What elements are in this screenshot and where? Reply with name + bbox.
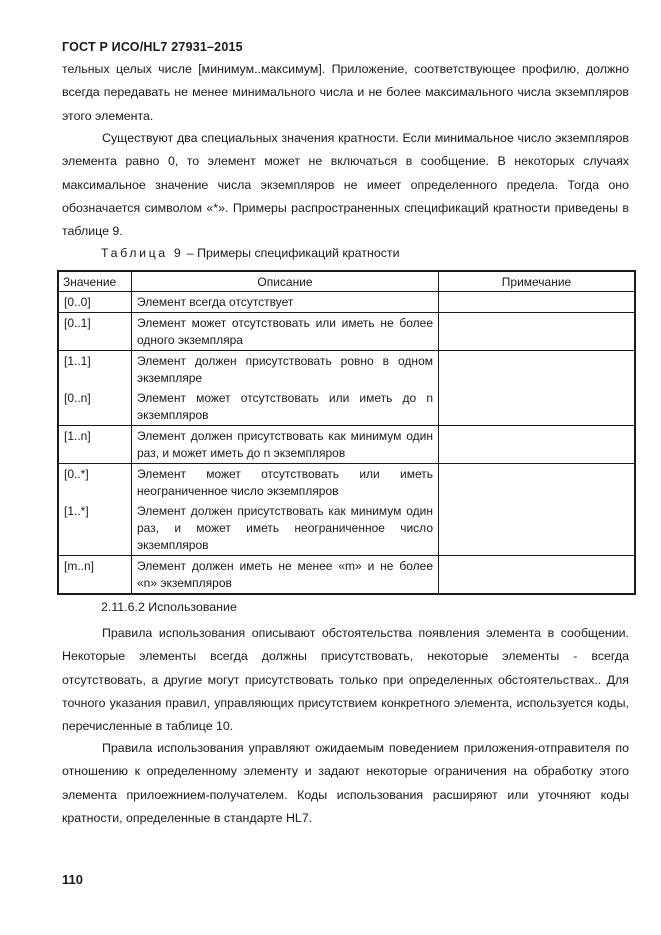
table-row [58,464,635,502]
cell-value: [0..n] [58,388,132,426]
column-header-value: Значение [58,271,132,292]
cell-description: Элемент может отсутствовать или иметь не более одного экземпляра [132,313,439,351]
cell-description: Элемент может отсутствовать или иметь до n экземпляров [132,388,439,426]
table-row [58,501,635,556]
cell-description: Элемент должен присутствовать как минимум один раз, и может иметь до n экземпляров [132,426,439,464]
table-row [58,388,635,426]
paragraph-special-values: Существуют два специальных значения кратности. Если минимальное число экземпляров элемента равно 0, то элемент может не включаться в сообщение. В некоторых случаях максимальное значение числа экземпляров не имеет определенного предела. Тогда оно обозначается символом «*». Примеры распространенных спецификаций кратности приведены в таблице 9. [62,131,629,239]
cell-description: Элемент должен присутствовать как минимум один раз, и может иметь неограниченное число экземпляров [132,501,439,556]
multiplicity-table [57,270,636,595]
table-header-row [58,271,635,292]
table-caption-text: Примеры спецификаций кратности [197,246,400,260]
table-caption [101,246,400,260]
cell-note [439,501,636,556]
cell-value: [0..1] [58,313,132,351]
paragraph-usage-behavior: Правила использования управляют ожидаемым поведением приложения-отправителя по отношению к определенному элементу и задают некоторые ограничения на обработку этого элемента прилоежнием-получателем. Коды использования расширяют или уточняют коды кратности, определенные в стандарте HL7. [62,741,629,825]
table-caption-label: Таблица 9 [101,246,184,260]
table-caption-dash: – [183,246,198,260]
paragraph-continuation: тельных целых числе [минимум..максимум]. Приложение, соответствующее профилю, должно всегда передавать не менее минимального числа и не более максимального числа экземпляров этого элемента. [62,62,629,123]
cell-note [439,388,636,426]
table-row [58,292,635,313]
cell-value: [0..*] [58,464,132,502]
cell-description: Элемент должен иметь не менее «m» и не более «n» экземпляров [132,556,439,595]
cell-note [439,292,636,313]
cell-value: [1..*] [58,501,132,556]
section-heading: 2.11.6.2 Использование [101,600,237,614]
cell-note [439,556,636,595]
cell-value: [0..0] [58,292,132,313]
cell-value: [1..n] [58,426,132,464]
cell-value: [m..n] [58,556,132,595]
column-header-note: Примечание [439,271,636,292]
paragraph-usage-rules: Правила использования описывают обстоятельства появления элемента в сообщении. Некоторые элементы всегда должны присутствовать, некоторые элементы - всегда отсутствовать, а другие могут присутствовать только при определенных обстоятельствах.. Для точного указания правил, управляющих присутствием конкретного элемента, используется коды, перечисленные в таблице 10. [62,626,629,734]
cell-note [439,426,636,464]
cell-value: [1..1] [58,351,132,389]
cell-description: Элемент должен присутствовать ровно в одном экземпляре [132,351,439,389]
table-row [58,313,635,351]
cell-note [439,464,636,502]
cell-description: Элемент всегда отсутствует [132,292,439,313]
document-header: ГОСТ Р ИСО/HL7 27931–2015 [62,40,243,54]
cell-note [439,351,636,389]
column-header-description: Описание [132,271,439,292]
table-row [58,426,635,464]
table-row [58,556,635,595]
table-row [58,351,635,389]
cell-note [439,313,636,351]
page-number: 110 [62,872,83,887]
cell-description: Элемент может отсутствовать или иметь неограниченное число экземпляров [132,464,439,502]
